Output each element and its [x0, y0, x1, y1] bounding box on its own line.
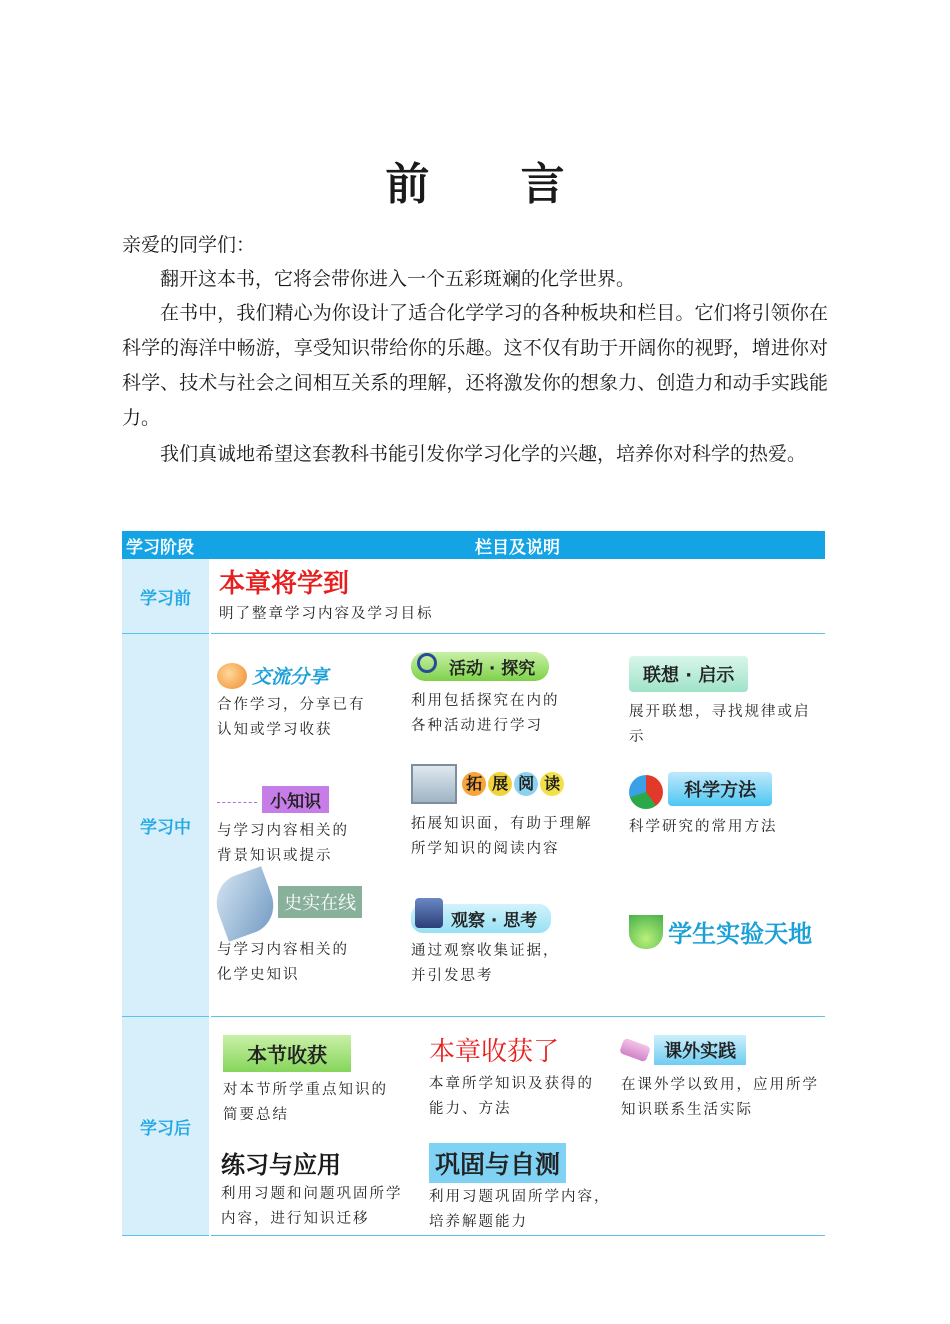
- stage-during: 学习中: [122, 634, 210, 1017]
- item-observe: 观察 · 思考 通过观察收集证据， 并引发思考: [411, 904, 560, 989]
- item-tips: 小知识 与学习内容相关的 背景知识或提示: [217, 786, 349, 869]
- stage-after: 学习后: [122, 1017, 210, 1236]
- chapter-goals-desc: 明了整章学习内容及学习目标: [219, 606, 434, 622]
- chapter-goals-title: 本章将学到: [219, 569, 350, 599]
- item-student-lab: 学生实验天地: [629, 914, 812, 949]
- after-content: [210, 1017, 825, 1236]
- header-items: 栏目及说明: [210, 531, 825, 559]
- flask-icon: [629, 915, 663, 949]
- before-content: [210, 559, 825, 634]
- item-science-method: 科学方法 科学研究的常用方法: [629, 772, 778, 840]
- during-content: [210, 634, 825, 1017]
- paragraph-1: 翻开这本书，它将会带你进入一个五彩斑斓的化学世界。: [160, 268, 636, 290]
- microscope-icon: [415, 898, 443, 928]
- speech-bubble-icon: [217, 663, 247, 689]
- pencil-icon: [619, 1038, 651, 1063]
- page-title: 前 言: [385, 159, 603, 210]
- feather-icon: [208, 866, 281, 942]
- computer-icon: [411, 764, 457, 804]
- item-chapter-gains: 本章收获了 本章所学知识及获得的 能力、方法: [429, 1037, 594, 1117]
- stage-before: 学习前: [122, 559, 210, 634]
- arrow-icon: [217, 802, 257, 803]
- item-activity: 活动 · 探究 利用包括探究在内的 各种活动进行学习: [411, 652, 560, 739]
- item-section-gains: 本节收获 对本节所学重点知识的 简要总结: [223, 1035, 388, 1128]
- item-extended-reading: 拓 展 阅 读 拓展知识面，有助于理解 所学知识的阅读内容: [411, 764, 593, 862]
- item-practice: 课外实践 在课外学以致用，应用所学 知识联系生活实际: [621, 1035, 819, 1123]
- magnifier-icon: [417, 653, 437, 673]
- pie-chart-icon: [629, 775, 663, 809]
- header-stage: 学习阶段: [122, 531, 210, 559]
- item-history: 史实在线 与学习内容相关的 化学史知识: [217, 874, 362, 988]
- item-self-test: 巩固与自测 利用习题巩固所学内容， 培养解题能力: [429, 1143, 611, 1235]
- paragraph-3: 我们真诚地希望这套教科书能引发你学习化学的兴趣，培养你对科学的热爱。: [160, 443, 807, 465]
- paragraph-2: 在书中，我们精心为你设计了适合化学学习的各种板块和栏目。它们将引领你在科学的海洋中畅游，享受知识带给你的乐趣。这不仅有助于开阔你的视野，增进你对科学、技术与社会之间相互关系的理解，还将激发你的想象力、创造力和动手实践能力。: [122, 302, 828, 429]
- greeting: 亲爱的同学们：: [122, 234, 256, 256]
- item-share: 交流分享 合作学习，分享已有 认知或学习收获: [217, 662, 366, 743]
- column-guide-table: [122, 531, 825, 1236]
- item-association: 联想 · 启示 展开联想，寻找规律或启示: [629, 656, 825, 750]
- item-exercise: 练习与应用 利用习题和问题巩固所学 内容，进行知识迁移: [221, 1150, 403, 1227]
